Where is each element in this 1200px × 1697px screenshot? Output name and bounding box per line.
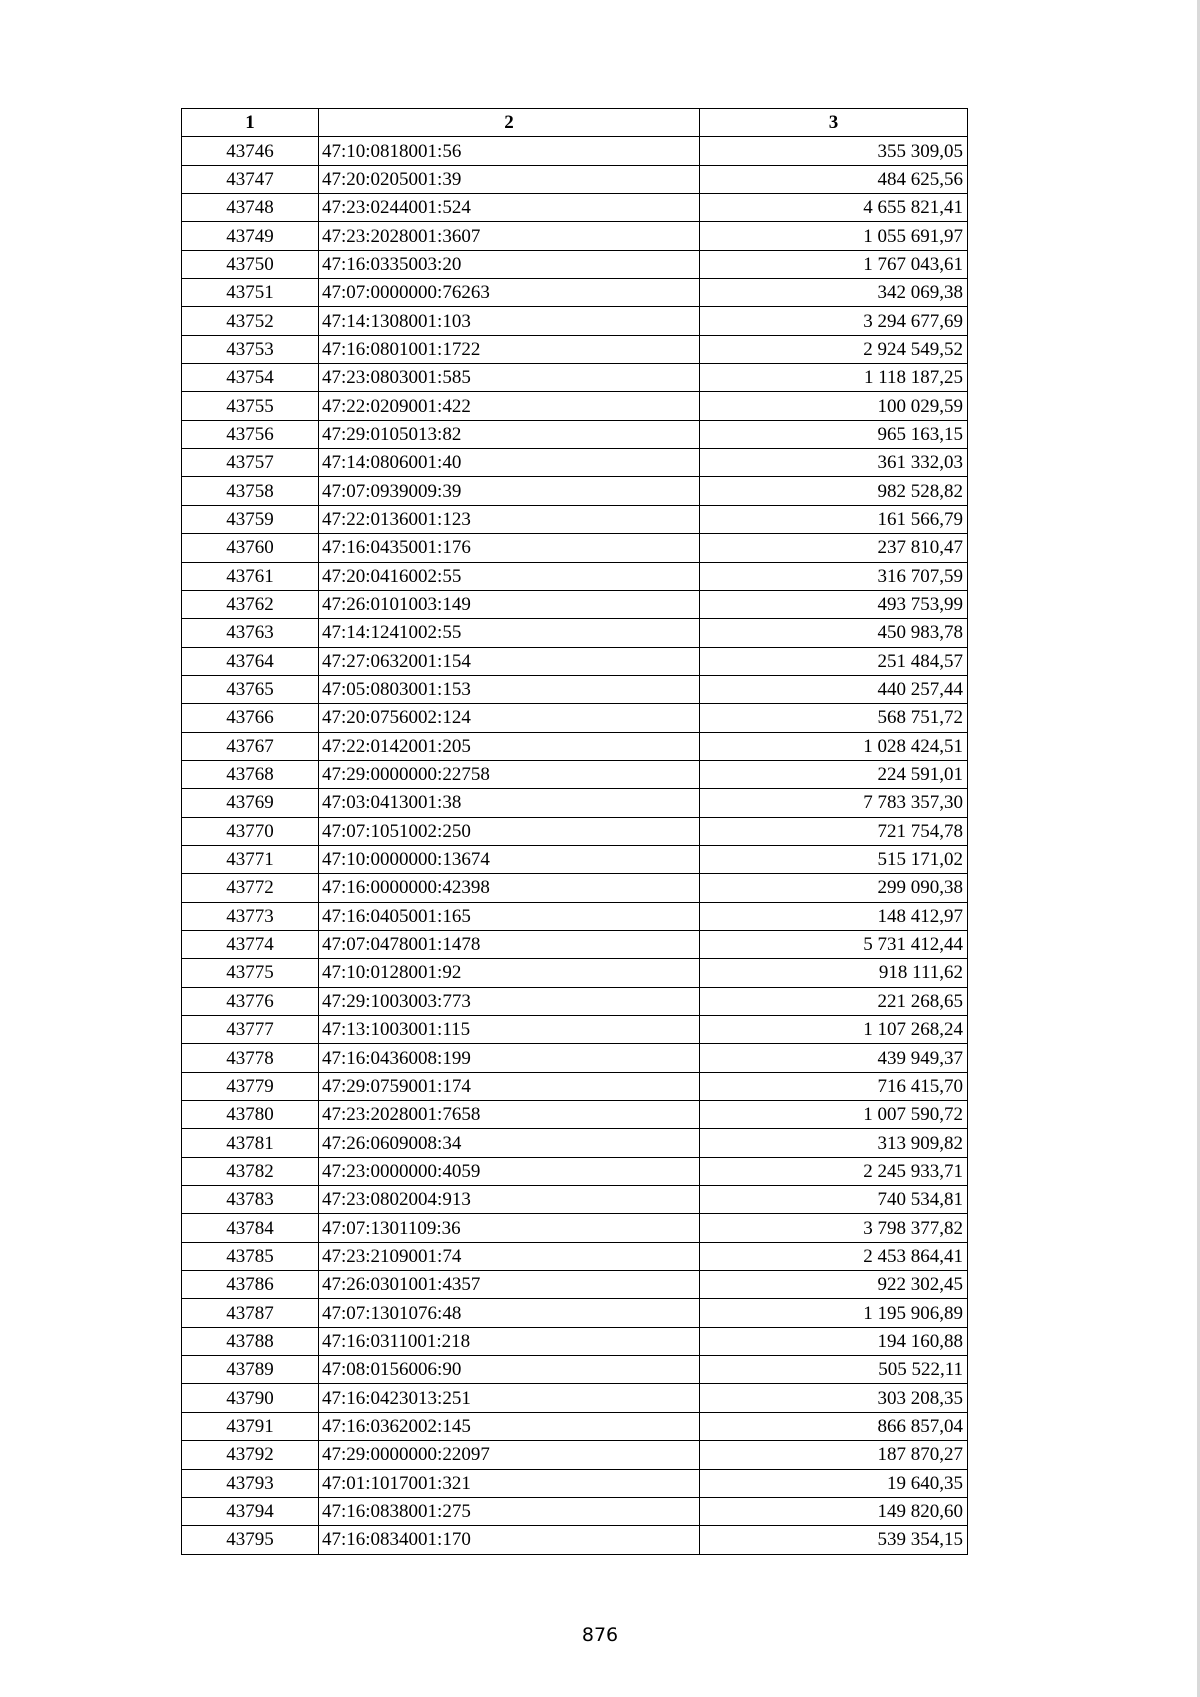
- table-row: [182, 930, 968, 958]
- value-cell: 4 655 821,41: [700, 194, 968, 222]
- value-cell: 100 029,59: [700, 392, 968, 420]
- table-row: [182, 704, 968, 732]
- table-row: [182, 222, 968, 250]
- table-row: [182, 1526, 968, 1554]
- row-number-cell: 43773: [182, 902, 319, 930]
- column-header-3: 3: [700, 109, 968, 137]
- table-row: [182, 1072, 968, 1100]
- table-row: [182, 1044, 968, 1072]
- value-cell: 2 924 549,52: [700, 335, 968, 363]
- value-cell: 148 412,97: [700, 902, 968, 930]
- cadastral-number-cell: 47:23:2109001:74: [319, 1242, 700, 1270]
- row-number-cell: 43753: [182, 335, 319, 363]
- value-cell: 1 118 187,25: [700, 364, 968, 392]
- table-row: [182, 1242, 968, 1270]
- table-row: [182, 250, 968, 278]
- table-header-row: [182, 109, 968, 137]
- row-number-cell: 43752: [182, 307, 319, 335]
- row-number-cell: 43787: [182, 1299, 319, 1327]
- cadastral-number-cell: 47:14:1241002:55: [319, 619, 700, 647]
- cadastral-number-cell: 47:16:0838001:275: [319, 1497, 700, 1525]
- value-cell: 2 453 864,41: [700, 1242, 968, 1270]
- value-cell: 450 983,78: [700, 619, 968, 647]
- table-row: [182, 1441, 968, 1469]
- value-cell: 539 354,15: [700, 1526, 968, 1554]
- cadastral-number-cell: 47:10:0128001:92: [319, 959, 700, 987]
- table-row: [182, 392, 968, 420]
- row-number-cell: 43756: [182, 420, 319, 448]
- cadastral-number-cell: 47:22:0142001:205: [319, 732, 700, 760]
- row-number-cell: 43792: [182, 1441, 319, 1469]
- table-row: [182, 1101, 968, 1129]
- value-cell: 515 171,02: [700, 845, 968, 873]
- data-table: [181, 108, 968, 1555]
- value-cell: 1 007 590,72: [700, 1101, 968, 1129]
- value-cell: 342 069,38: [700, 279, 968, 307]
- cadastral-number-cell: 47:29:1003003:773: [319, 987, 700, 1015]
- value-cell: 1 028 424,51: [700, 732, 968, 760]
- value-cell: 237 810,47: [700, 534, 968, 562]
- value-cell: 1 055 691,97: [700, 222, 968, 250]
- cadastral-number-cell: 47:29:0000000:22758: [319, 760, 700, 788]
- value-cell: 149 820,60: [700, 1497, 968, 1525]
- table-row: [182, 420, 968, 448]
- row-number-cell: 43783: [182, 1186, 319, 1214]
- value-cell: 303 208,35: [700, 1384, 968, 1412]
- row-number-cell: 43750: [182, 250, 319, 278]
- table-row: [182, 789, 968, 817]
- cadastral-number-cell: 47:07:1301109:36: [319, 1214, 700, 1242]
- value-cell: 918 111,62: [700, 959, 968, 987]
- value-cell: 965 163,15: [700, 420, 968, 448]
- value-cell: 19 640,35: [700, 1469, 968, 1497]
- row-number-cell: 43790: [182, 1384, 319, 1412]
- value-cell: 568 751,72: [700, 704, 968, 732]
- value-cell: 716 415,70: [700, 1072, 968, 1100]
- cadastral-number-cell: 47:20:0416002:55: [319, 562, 700, 590]
- cadastral-number-cell: 47:16:0335003:20: [319, 250, 700, 278]
- table-row: [182, 1157, 968, 1185]
- table-row: [182, 1214, 968, 1242]
- row-number-cell: 43774: [182, 930, 319, 958]
- table-row: [182, 760, 968, 788]
- table-row: [182, 845, 968, 873]
- cadastral-number-cell: 47:26:0301001:4357: [319, 1271, 700, 1299]
- cadastral-number-cell: 47:23:0244001:524: [319, 194, 700, 222]
- value-cell: 493 753,99: [700, 590, 968, 618]
- cadastral-number-cell: 47:14:0806001:40: [319, 449, 700, 477]
- value-cell: 866 857,04: [700, 1412, 968, 1440]
- value-cell: 224 591,01: [700, 760, 968, 788]
- row-number-cell: 43762: [182, 590, 319, 618]
- value-cell: 361 332,03: [700, 449, 968, 477]
- cadastral-number-cell: 47:23:2028001:3607: [319, 222, 700, 250]
- cadastral-number-cell: 47:07:0000000:76263: [319, 279, 700, 307]
- cadastral-number-cell: 47:29:0000000:22097: [319, 1441, 700, 1469]
- table-row: [182, 1327, 968, 1355]
- cadastral-number-cell: 47:20:0205001:39: [319, 165, 700, 193]
- table-row: [182, 1469, 968, 1497]
- table-row: [182, 1271, 968, 1299]
- row-number-cell: 43782: [182, 1157, 319, 1185]
- row-number-cell: 43785: [182, 1242, 319, 1270]
- value-cell: 3 798 377,82: [700, 1214, 968, 1242]
- value-cell: 316 707,59: [700, 562, 968, 590]
- table-row: [182, 1129, 968, 1157]
- row-number-cell: 43769: [182, 789, 319, 817]
- cadastral-number-cell: 47:13:1003001:115: [319, 1016, 700, 1044]
- row-number-cell: 43749: [182, 222, 319, 250]
- cadastral-number-cell: 47:22:0209001:422: [319, 392, 700, 420]
- value-cell: 740 534,81: [700, 1186, 968, 1214]
- row-number-cell: 43767: [182, 732, 319, 760]
- table-row: [182, 307, 968, 335]
- table-row: [182, 874, 968, 902]
- row-number-cell: 43770: [182, 817, 319, 845]
- row-number-cell: 43777: [182, 1016, 319, 1044]
- row-number-cell: 43779: [182, 1072, 319, 1100]
- value-cell: 982 528,82: [700, 477, 968, 505]
- table-row: [182, 194, 968, 222]
- table-row: [182, 675, 968, 703]
- cadastral-number-cell: 47:16:0801001:1722: [319, 335, 700, 363]
- table-row: [182, 449, 968, 477]
- cadastral-number-cell: 47:16:0000000:42398: [319, 874, 700, 902]
- table-row: [182, 1016, 968, 1044]
- row-number-cell: 43771: [182, 845, 319, 873]
- value-cell: 922 302,45: [700, 1271, 968, 1299]
- cadastral-number-cell: 47:16:0423013:251: [319, 1384, 700, 1412]
- row-number-cell: 43768: [182, 760, 319, 788]
- cadastral-number-cell: 47:23:2028001:7658: [319, 1101, 700, 1129]
- row-number-cell: 43784: [182, 1214, 319, 1242]
- value-cell: 313 909,82: [700, 1129, 968, 1157]
- value-cell: 299 090,38: [700, 874, 968, 902]
- row-number-cell: 43795: [182, 1526, 319, 1554]
- row-number-cell: 43755: [182, 392, 319, 420]
- cadastral-number-cell: 47:16:0405001:165: [319, 902, 700, 930]
- cadastral-number-cell: 47:16:0311001:218: [319, 1327, 700, 1355]
- value-cell: 1 195 906,89: [700, 1299, 968, 1327]
- row-number-cell: 43772: [182, 874, 319, 902]
- table-row: [182, 902, 968, 930]
- cadastral-number-cell: 47:14:1308001:103: [319, 307, 700, 335]
- value-cell: 2 245 933,71: [700, 1157, 968, 1185]
- value-cell: 194 160,88: [700, 1327, 968, 1355]
- cadastral-number-cell: 47:05:0803001:153: [319, 675, 700, 703]
- table-row: [182, 137, 968, 165]
- row-number-cell: 43757: [182, 449, 319, 477]
- cadastral-number-cell: 47:07:1301076:48: [319, 1299, 700, 1327]
- row-number-cell: 43766: [182, 704, 319, 732]
- cadastral-number-cell: 47:20:0756002:124: [319, 704, 700, 732]
- row-number-cell: 43775: [182, 959, 319, 987]
- value-cell: 440 257,44: [700, 675, 968, 703]
- cadastral-number-cell: 47:26:0609008:34: [319, 1129, 700, 1157]
- row-number-cell: 43760: [182, 534, 319, 562]
- table-row: [182, 505, 968, 533]
- cadastral-number-cell: 47:16:0834001:170: [319, 1526, 700, 1554]
- cadastral-number-cell: 47:07:0478001:1478: [319, 930, 700, 958]
- value-cell: 355 309,05: [700, 137, 968, 165]
- row-number-cell: 43786: [182, 1271, 319, 1299]
- value-cell: 3 294 677,69: [700, 307, 968, 335]
- value-cell: 7 783 357,30: [700, 789, 968, 817]
- cadastral-number-cell: 47:10:0000000:13674: [319, 845, 700, 873]
- row-number-cell: 43780: [182, 1101, 319, 1129]
- value-cell: 187 870,27: [700, 1441, 968, 1469]
- table-row: [182, 1299, 968, 1327]
- column-header-1: 1: [182, 109, 319, 137]
- row-number-cell: 43747: [182, 165, 319, 193]
- table-row: [182, 335, 968, 363]
- table-row: [182, 279, 968, 307]
- cadastral-number-cell: 47:16:0362002:145: [319, 1412, 700, 1440]
- cadastral-number-cell: 47:26:0101003:149: [319, 590, 700, 618]
- table-row: [182, 477, 968, 505]
- table-row: [182, 1412, 968, 1440]
- row-number-cell: 43748: [182, 194, 319, 222]
- value-cell: 505 522,11: [700, 1356, 968, 1384]
- column-header-2: 2: [319, 109, 700, 137]
- table-row: [182, 534, 968, 562]
- value-cell: 221 268,65: [700, 987, 968, 1015]
- row-number-cell: 43776: [182, 987, 319, 1015]
- value-cell: 1 767 043,61: [700, 250, 968, 278]
- cadastral-number-cell: 47:27:0632001:154: [319, 647, 700, 675]
- table-row: [182, 959, 968, 987]
- row-number-cell: 43794: [182, 1497, 319, 1525]
- table-row: [182, 647, 968, 675]
- cadastral-number-cell: 47:29:0759001:174: [319, 1072, 700, 1100]
- table-row: [182, 619, 968, 647]
- table-row: [182, 732, 968, 760]
- row-number-cell: 43781: [182, 1129, 319, 1157]
- cadastral-number-cell: 47:29:0105013:82: [319, 420, 700, 448]
- cadastral-number-cell: 47:23:0000000:4059: [319, 1157, 700, 1185]
- table-body: [182, 137, 968, 1554]
- cadastral-number-cell: 47:03:0413001:38: [319, 789, 700, 817]
- table-row: [182, 817, 968, 845]
- page-number: 876: [581, 1624, 619, 1646]
- table-row: [182, 1384, 968, 1412]
- cadastral-number-cell: 47:22:0136001:123: [319, 505, 700, 533]
- table-row: [182, 364, 968, 392]
- cadastral-number-cell: 47:01:1017001:321: [319, 1469, 700, 1497]
- row-number-cell: 43778: [182, 1044, 319, 1072]
- row-number-cell: 43751: [182, 279, 319, 307]
- value-cell: 439 949,37: [700, 1044, 968, 1072]
- cadastral-number-cell: 47:16:0436008:199: [319, 1044, 700, 1072]
- table-row: [182, 165, 968, 193]
- cadastral-number-cell: 47:08:0156006:90: [319, 1356, 700, 1384]
- row-number-cell: 43761: [182, 562, 319, 590]
- row-number-cell: 43754: [182, 364, 319, 392]
- row-number-cell: 43763: [182, 619, 319, 647]
- table-row: [182, 590, 968, 618]
- value-cell: 251 484,57: [700, 647, 968, 675]
- value-cell: 1 107 268,24: [700, 1016, 968, 1044]
- row-number-cell: 43791: [182, 1412, 319, 1440]
- cadastral-number-cell: 47:10:0818001:56: [319, 137, 700, 165]
- row-number-cell: 43758: [182, 477, 319, 505]
- row-number-cell: 43793: [182, 1469, 319, 1497]
- value-cell: 484 625,56: [700, 165, 968, 193]
- table-row: [182, 1497, 968, 1525]
- row-number-cell: 43765: [182, 675, 319, 703]
- table-row: [182, 562, 968, 590]
- row-number-cell: 43764: [182, 647, 319, 675]
- table-row: [182, 987, 968, 1015]
- cadastral-number-cell: 47:23:0802004:913: [319, 1186, 700, 1214]
- cadastral-number-cell: 47:16:0435001:176: [319, 534, 700, 562]
- table-row: [182, 1356, 968, 1384]
- row-number-cell: 43788: [182, 1327, 319, 1355]
- cadastral-number-cell: 47:07:0939009:39: [319, 477, 700, 505]
- row-number-cell: 43746: [182, 137, 319, 165]
- cadastral-number-cell: 47:07:1051002:250: [319, 817, 700, 845]
- value-cell: 161 566,79: [700, 505, 968, 533]
- cadastral-number-cell: 47:23:0803001:585: [319, 364, 700, 392]
- row-number-cell: 43759: [182, 505, 319, 533]
- row-number-cell: 43789: [182, 1356, 319, 1384]
- table-row: [182, 1186, 968, 1214]
- value-cell: 5 731 412,44: [700, 930, 968, 958]
- value-cell: 721 754,78: [700, 817, 968, 845]
